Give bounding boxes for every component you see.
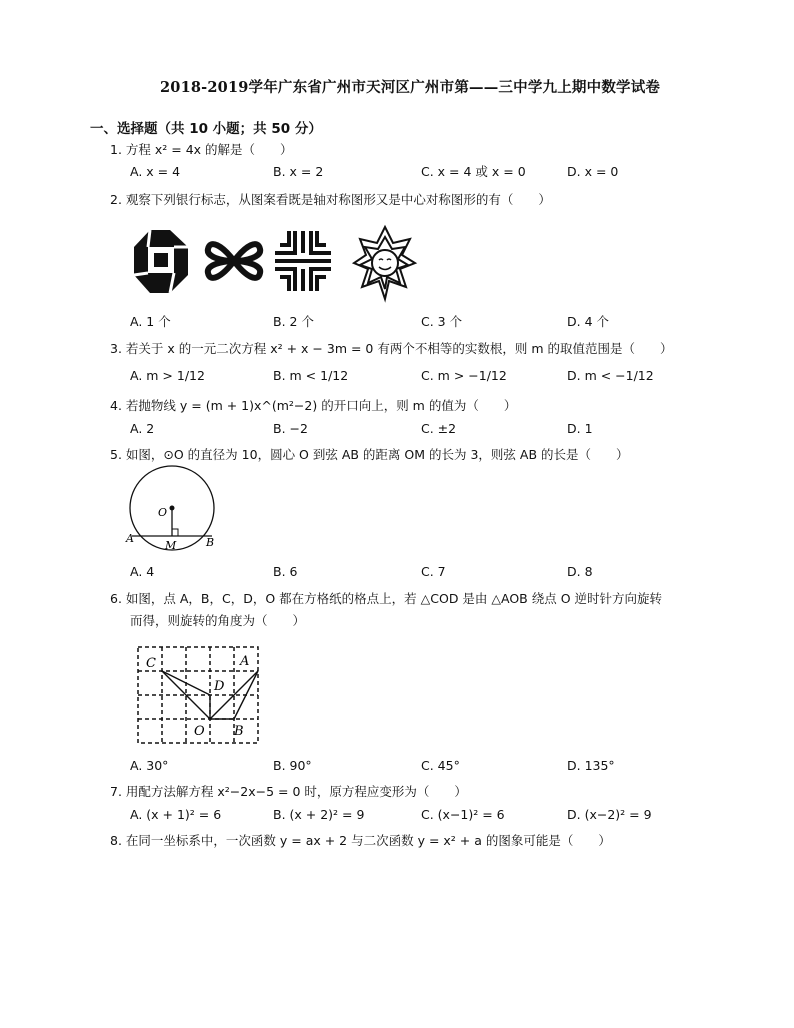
q2-option-c[interactable]: C. 3 个: [421, 314, 463, 329]
q3-option-d[interactable]: D. m < −1/12: [567, 368, 654, 383]
q2-option-a[interactable]: A. 1 个: [130, 314, 171, 329]
q5-option-a[interactable]: A. 4: [130, 564, 155, 579]
q7-option-d[interactable]: D. (x−2)² = 9: [567, 807, 652, 822]
q5-label-b: B: [206, 536, 215, 549]
q4-option-c[interactable]: C. ±2: [421, 421, 457, 436]
q5-label-m: M: [165, 539, 177, 552]
bank-logos-figure: [130, 225, 415, 305]
q6-label-d: D: [214, 679, 225, 694]
q4-option-b[interactable]: B. −2: [273, 421, 308, 436]
q5-option-d[interactable]: D. 8: [567, 564, 593, 579]
q1-option-a[interactable]: A. x = 4: [130, 164, 181, 179]
question-2-stem: 2. 观察下列银行标志，从图案看既是轴对称图形又是中心对称图形的有（ ）: [110, 192, 551, 207]
logo-2-knot: [208, 244, 260, 278]
q6-grid-figure: [136, 645, 261, 745]
question-8-stem: 8. 在同一坐标系中，一次函数 y = ax + 2 与二次函数 y = x² + a 的图象可能是（ ）: [110, 833, 611, 848]
question-7-stem: 7. 用配方法解方程 x²−2x−5 = 0 时，原方程应变形为（ ）: [110, 784, 467, 799]
question-4-stem: 4. 若抛物线 y = (m + 1)x^(m²−2) 的开口向上，则 m 的值为（ ）: [110, 398, 517, 413]
q4-option-d[interactable]: D. 1: [567, 421, 593, 436]
q3-option-b[interactable]: B. m < 1/12: [273, 368, 349, 383]
q1-option-c[interactable]: C. x = 4 或 x = 0: [421, 164, 526, 179]
logo-3-bracket-cross: [275, 231, 331, 291]
question-6-stem-line1: 6. 如图，点 A，B，C，D，O 都在方格纸的格点上，若 △COD 是由 △AOB 绕点 O 逆时针方向旋转: [110, 591, 663, 606]
q1-option-b[interactable]: B. x = 2: [273, 164, 324, 179]
q5-label-a: A: [126, 532, 134, 545]
question-1-stem: 1. 方程 x² = 4x 的解是（ ）: [110, 142, 293, 157]
q6-option-b[interactable]: B. 90°: [273, 758, 312, 773]
q1-option-d[interactable]: D. x = 0: [567, 164, 619, 179]
q6-label-c: C: [146, 656, 156, 671]
q7-option-c[interactable]: C. (x−1)² = 6: [421, 807, 505, 822]
q6-label-o: O: [194, 724, 205, 739]
question-5-stem: 5. 如图，⊙O 的直径为 10，圆心 O 到弦 AB 的距离 OM 的长为 3，则弦 AB 的长是（ ）: [110, 447, 629, 462]
q6-option-c[interactable]: C. 45°: [421, 758, 460, 773]
logo-4-sun-flower: [354, 227, 415, 299]
q6-label-a: A: [240, 654, 250, 669]
q7-option-b[interactable]: B. (x + 2)² = 9: [273, 807, 365, 822]
logo-1-octagon-square: [134, 230, 188, 293]
exam-title: 2018-2019学年广东省广州市天河区广州市第——三中学九上期中数学试卷: [160, 79, 661, 96]
q6-option-d[interactable]: D. 135°: [567, 758, 615, 773]
q6-label-b: B: [234, 724, 244, 739]
q3-option-a[interactable]: A. m > 1/12: [130, 368, 205, 383]
q7-option-a[interactable]: A. (x + 1)² = 6: [130, 807, 222, 822]
q4-option-a[interactable]: A. 2: [130, 421, 155, 436]
q5-option-b[interactable]: B. 6: [273, 564, 298, 579]
question-3-stem: 3. 若关于 x 的一元二次方程 x² + x − 3m = 0 有两个不相等的实数根，则 m 的取值范围是（ ）: [110, 341, 673, 356]
q5-label-o: O: [158, 506, 168, 519]
q2-option-d[interactable]: D. 4 个: [567, 314, 609, 329]
q5-circle-figure: [124, 468, 220, 556]
question-6-stem-line2: 而得，则旋转的角度为（ ）: [130, 613, 306, 628]
q6-option-a[interactable]: A. 30°: [130, 758, 169, 773]
q5-option-c[interactable]: C. 7: [421, 564, 446, 579]
section-heading: 一、选择题（共 10 小题；共 50 分）: [90, 121, 322, 137]
q3-option-c[interactable]: C. m > −1/12: [421, 368, 507, 383]
q2-option-b[interactable]: B. 2 个: [273, 314, 314, 329]
